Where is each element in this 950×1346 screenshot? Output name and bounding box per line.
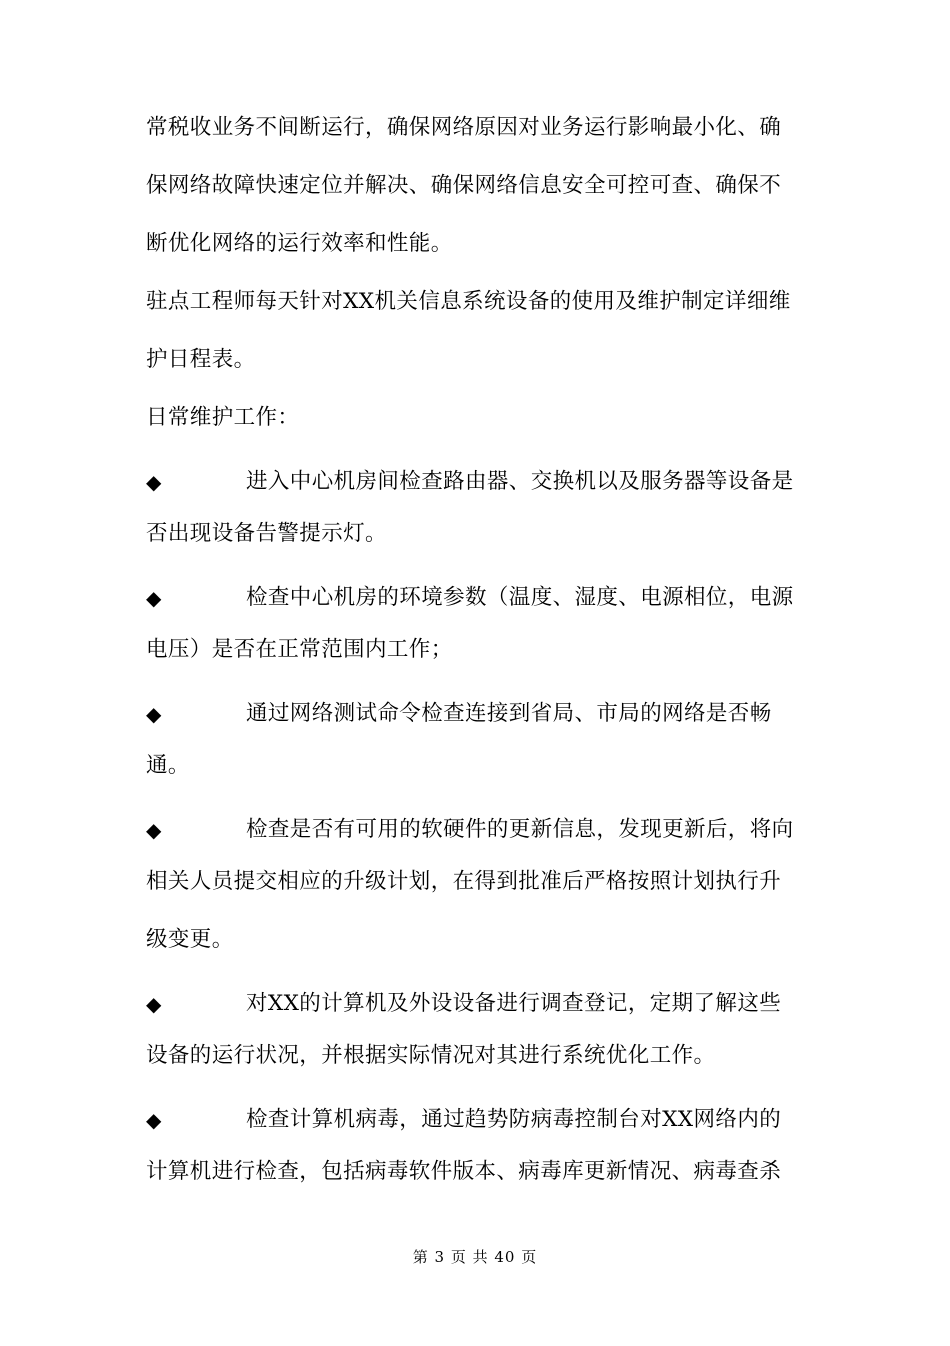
diamond-bullet-icon: ◆ bbox=[146, 992, 162, 1016]
list-item-continuation: 电压）是否在正常范围内工作； bbox=[146, 637, 453, 662]
list-item-continuation: 通。 bbox=[146, 753, 190, 778]
diamond-bullet-icon: ◆ bbox=[146, 818, 162, 842]
page-body bbox=[146, 105, 806, 1207]
list-item bbox=[146, 569, 806, 627]
list-item-continuation: 计算机进行检查，包括病毒软件版本、病毒库更新情况、病毒查杀 bbox=[146, 1159, 782, 1184]
diamond-bullet-icon: ◆ bbox=[146, 1108, 162, 1132]
list-item bbox=[146, 1091, 806, 1149]
paragraph-line: 护日程表。 bbox=[146, 347, 256, 372]
diamond-bullet-icon: ◆ bbox=[146, 586, 162, 610]
list-item-text: 对XX的计算机及外设设备进行调查登记，定期了解这些 bbox=[246, 991, 782, 1016]
list-item-continuation: 级变更。 bbox=[146, 927, 234, 952]
list-item bbox=[146, 801, 806, 859]
list-item-text: 进入中心机房间检查路由器、交换机以及服务器等设备是 bbox=[246, 469, 794, 494]
list-item bbox=[146, 685, 806, 743]
section-heading: 日常维护工作： bbox=[146, 405, 300, 430]
paragraph-line: 驻点工程师每天针对XX机关信息系统设备的使用及维护制定详细维 bbox=[146, 289, 791, 314]
list-item-text: 检查是否有可用的软硬件的更新信息，发现更新后，将向 bbox=[246, 817, 794, 842]
diamond-bullet-icon: ◆ bbox=[146, 702, 162, 726]
list-item bbox=[146, 975, 806, 1033]
list-item-continuation: 否出现设备告警提示灯。 bbox=[146, 521, 387, 546]
paragraph-line: 常税收业务不间断运行，确保网络原因对业务运行影响最小化、确 bbox=[146, 115, 782, 140]
list-item-continuation: 相关人员提交相应的升级计划，在得到批准后严格按照计划执行升 bbox=[146, 869, 782, 894]
paragraph-line: 断优化网络的运行效率和性能。 bbox=[146, 231, 453, 256]
list-item-text: 检查计算机病毒，通过趋势防病毒控制台对XX网络内的 bbox=[246, 1107, 782, 1132]
diamond-bullet-icon: ◆ bbox=[146, 470, 162, 494]
list-item-continuation: 设备的运行状况，并根据实际情况对其进行系统优化工作。 bbox=[146, 1043, 716, 1068]
list-item bbox=[146, 453, 806, 511]
page-footer: 第 3 页 共 40 页 bbox=[412, 1248, 538, 1266]
paragraph-line: 保网络故障快速定位并解决、确保网络信息安全可控可查、确保不 bbox=[146, 173, 782, 198]
list-item-text: 通过网络测试命令检查连接到省局、市局的网络是否畅 bbox=[246, 701, 772, 726]
list-item-text: 检查中心机房的环境参数（温度、湿度、电源相位，电源 bbox=[246, 585, 794, 610]
